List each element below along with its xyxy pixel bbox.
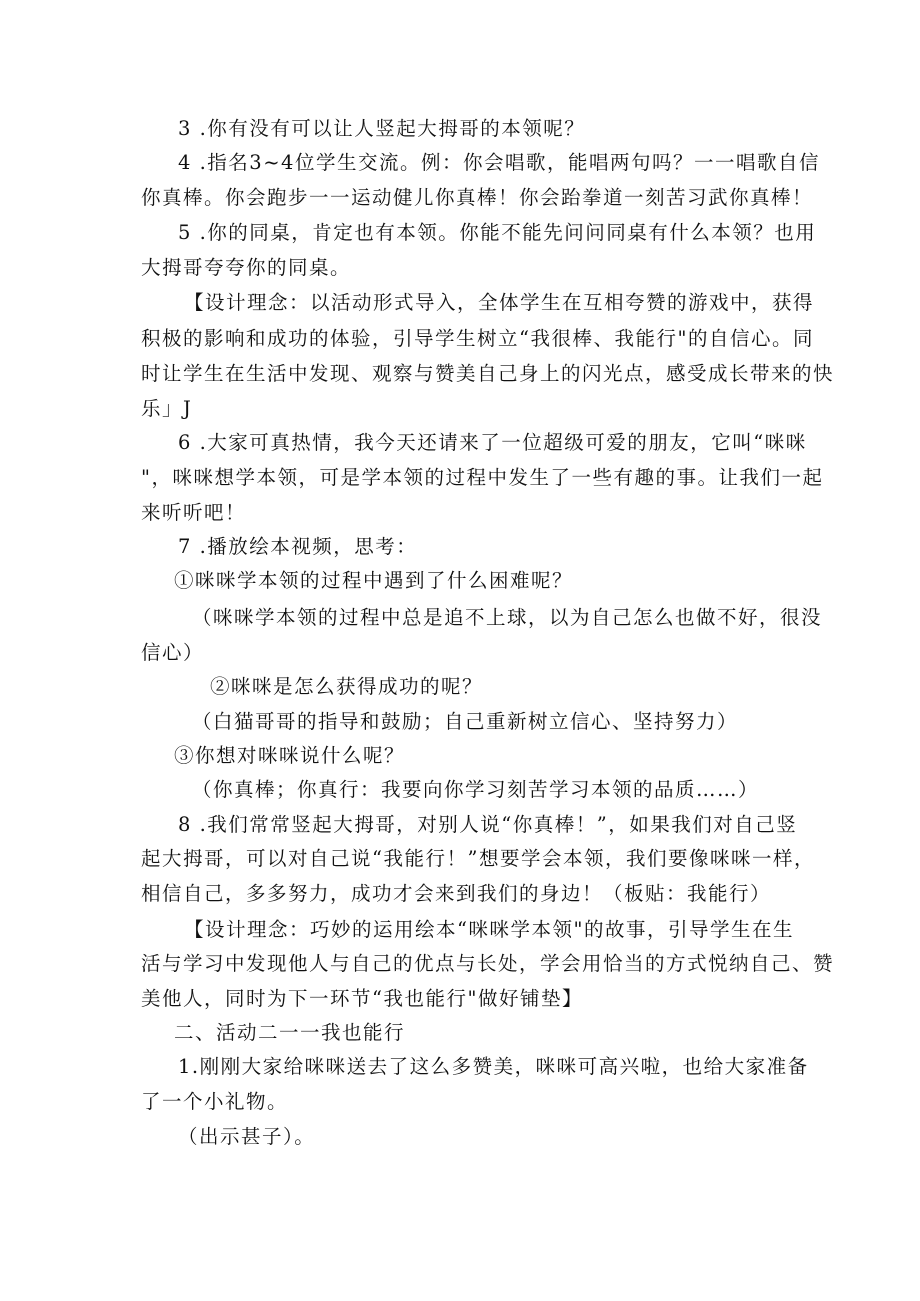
text-line: "，咪咪想学本领，可是学本领的过程中发生了一些有趣的事。让我们一起	[141, 466, 824, 489]
text-line: 3 .你有没有可以让人竖起大拇哥的本领呢？	[178, 117, 586, 140]
text-line: 1.刚刚大家给咪咪送去了这么多赞美，咪咪可高兴啦，也给大家准备	[178, 1055, 809, 1078]
text-line: ③你想对咪咪说什么呢？	[174, 744, 406, 767]
text-line: 乐」J	[141, 397, 193, 420]
text-line: 你真棒。你会跑步一一运动健儿你真棒！你会跆拳道一刻苦习武你真棒！	[141, 186, 814, 209]
text-line: 8 .我们常常竖起大拇哥，对别人说“你真棒！”，如果我们对自己竖	[178, 813, 798, 836]
text-line: 5 .你的同桌，肯定也有本领。你能不能先问问同桌有什么本领？也用	[178, 221, 817, 244]
text-line: 6 .大家可真热情，我今天还请来了一位超级可爱的朋友，它叫“咪咪	[178, 431, 807, 454]
text-line: 了一个小礼物。	[141, 1090, 289, 1113]
text-line: （出示甚子）。	[178, 1125, 316, 1148]
text-line: 美他人，同时为下一环节“我也能行"做好铺垫】	[141, 987, 583, 1010]
text-line: ②咪咪是怎么获得成功的呢？	[210, 675, 484, 698]
text-line: （你真棒；你真行：我要向你学习刻苦学习本领的品质……）	[192, 778, 760, 801]
text-line: 起大拇哥，可以对自己说“我能行！”想要学会本领，我们要像咪咪一样，	[141, 847, 815, 870]
text-line: 信心）	[141, 641, 205, 664]
text-line: 相信自己，多多努力，成功才会来到我们的身边！（板贴：我能行）	[141, 882, 772, 905]
text-line: （咪咪学本领的过程中总是追不上球，以为自己怎么也做不好，很没	[192, 606, 823, 629]
text-line: 大拇哥夸夸你的同桌。	[141, 256, 352, 279]
text-line: 4 .指名3~4位学生交流。例：你会唱歌，能唱两句吗？一一唱歌自信	[178, 151, 820, 174]
text-line: 7 .播放绘本视频，思考：	[178, 535, 418, 558]
text-line: ①咪咪学本领的过程中遇到了什么困难呢？	[174, 569, 574, 592]
text-line: 来听听吧！	[141, 501, 247, 524]
text-line: （白猫哥哥的指导和鼓励；自己重新树立信心、坚持努力）	[192, 710, 739, 733]
section-heading: 二、活动二一一我也能行	[174, 1021, 406, 1044]
text-line: 积极的影响和成功的体验，引导学生树立“我很棒、我能行"的自信心。同	[141, 327, 814, 350]
text-line: 时让学生在生活中发现、观察与赞美自己身上的闪光点，感受成长带来的快	[141, 362, 835, 385]
text-line: 【设计理念：巧妙的运用绘本“咪咪学本领"的故事，引导学生在生	[184, 918, 794, 941]
text-line: 活与学习中发现他人与自己的优点与长处，学会用恰当的方式悦纳自己、赞	[141, 952, 835, 975]
text-line: 【设计理念：以活动形式导入，全体学生在互相夸赞的游戏中，获得	[184, 291, 815, 314]
